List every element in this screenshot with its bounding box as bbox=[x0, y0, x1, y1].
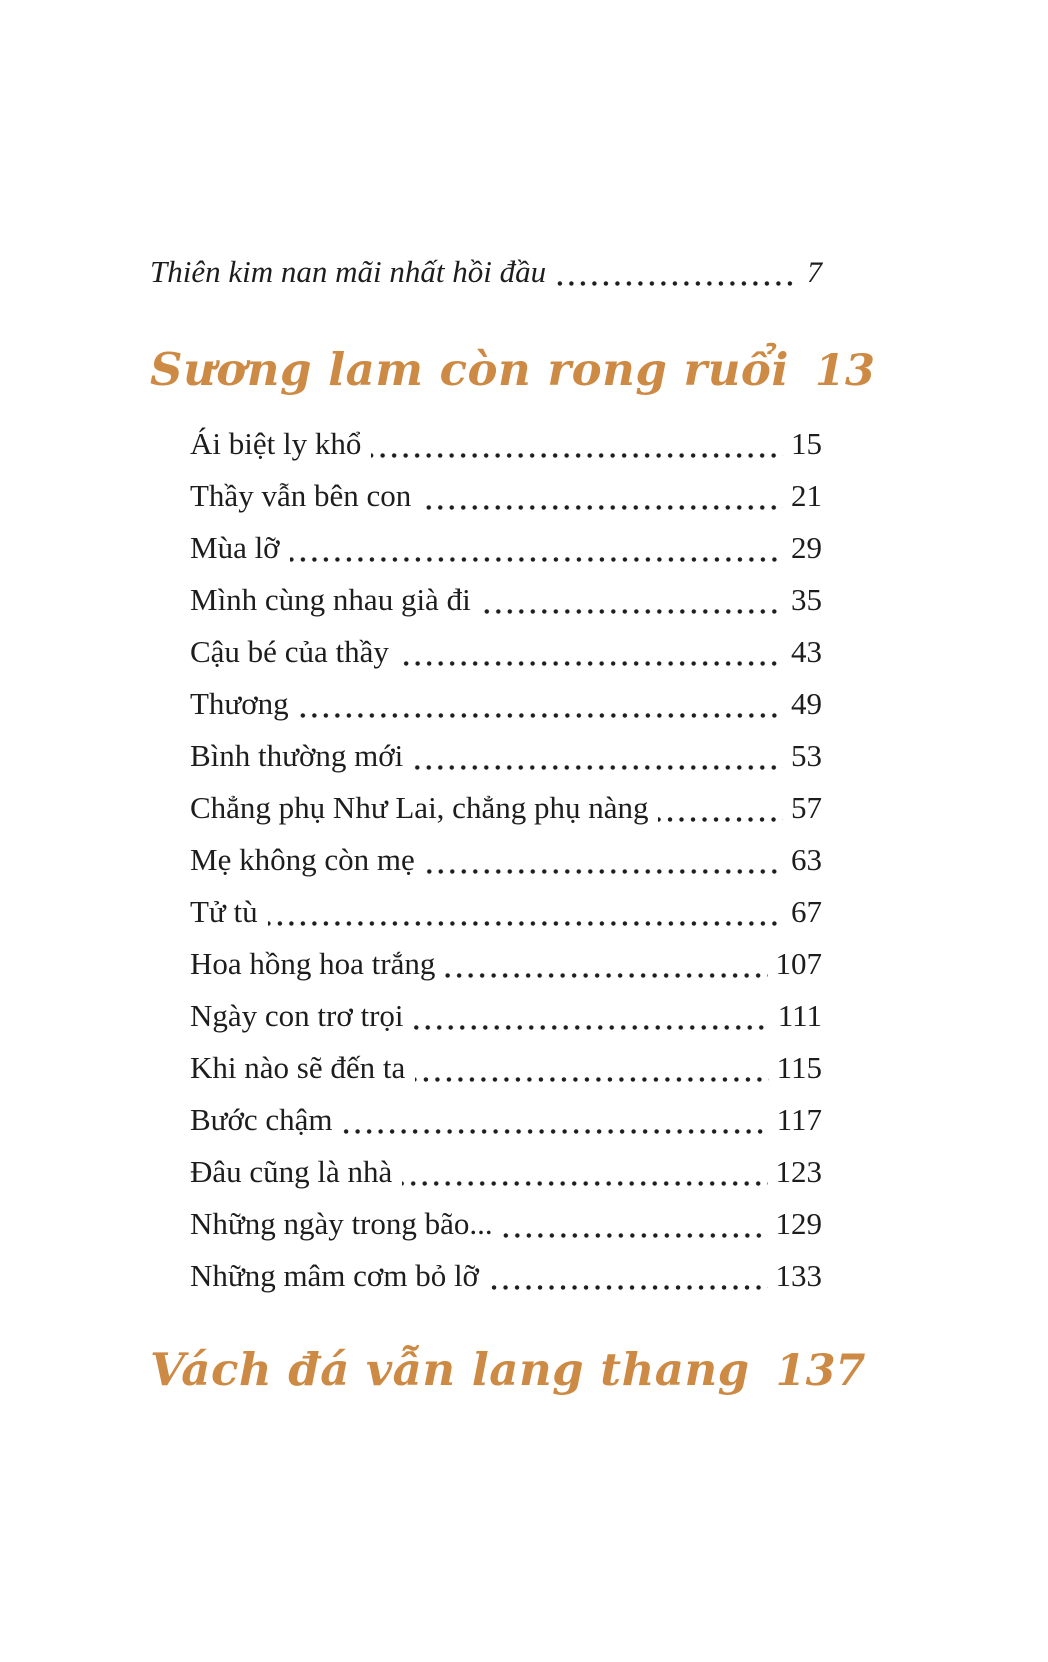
toc-entry-page: 49 bbox=[791, 686, 822, 721]
toc-entry-page: 129 bbox=[775, 1206, 822, 1241]
toc-entry bbox=[190, 782, 822, 834]
toc-entry-title: Thương bbox=[190, 686, 289, 721]
toc-entry bbox=[190, 1146, 822, 1198]
dotted-leader bbox=[415, 1077, 768, 1082]
toc-entry bbox=[190, 1250, 822, 1302]
toc-intro-entry bbox=[150, 250, 822, 294]
toc-entry-page: 117 bbox=[776, 1102, 822, 1137]
dotted-leader bbox=[489, 1285, 768, 1290]
dotted-leader bbox=[299, 713, 783, 718]
dotted-leader bbox=[343, 1129, 769, 1134]
dotted-leader bbox=[399, 661, 783, 666]
dotted-leader bbox=[290, 557, 783, 562]
toc-entry-title: Khi nào sẽ đến ta bbox=[190, 1050, 406, 1085]
toc-entry-page: 29 bbox=[791, 530, 822, 565]
dotted-leader bbox=[503, 1233, 768, 1238]
dotted-leader bbox=[402, 1181, 767, 1186]
section-heading-page: 137 bbox=[775, 1346, 866, 1396]
toc-entry-page: 35 bbox=[791, 582, 822, 617]
toc-entry-title: Chẳng phụ Như Lai, chẳng phụ nàng bbox=[190, 790, 649, 825]
toc-entry-title: Mình cùng nhau già đi bbox=[190, 582, 471, 617]
toc-entry-title: Thầy vẫn bên con bbox=[190, 478, 412, 513]
toc-entry-title: Cậu bé của thầy bbox=[190, 634, 389, 669]
section-heading-title: Vách đá vẫn lang thang bbox=[150, 1343, 750, 1396]
dotted-leader bbox=[421, 505, 783, 510]
toc-entry bbox=[190, 938, 822, 990]
toc-sections bbox=[150, 336, 875, 1404]
toc-entry-page: 63 bbox=[791, 842, 822, 877]
toc-entry-page: 115 bbox=[776, 1050, 822, 1085]
toc-entry bbox=[190, 886, 822, 938]
toc-entry-title: Những mâm cơm bỏ lỡ bbox=[190, 1258, 479, 1293]
toc-entry-page: 123 bbox=[775, 1154, 822, 1189]
toc-entry-page: 67 bbox=[791, 894, 822, 929]
section-heading bbox=[150, 336, 875, 404]
toc-entry-title: Ngày con trơ trọi bbox=[190, 998, 404, 1033]
toc-entry-page: 57 bbox=[791, 790, 822, 825]
toc-entry-title: Mẹ không còn mẹ bbox=[190, 842, 415, 877]
toc-entry-page: 15 bbox=[791, 426, 822, 461]
toc-entry-page: 107 bbox=[775, 946, 822, 981]
dotted-leader bbox=[268, 921, 783, 926]
toc-entry bbox=[190, 678, 822, 730]
toc-entry-title: Ái biệt ly khổ bbox=[190, 426, 362, 461]
section-heading-page: 13 bbox=[815, 346, 875, 396]
toc-entry-title: Những ngày trong bão... bbox=[190, 1206, 493, 1241]
toc-entry-page: 133 bbox=[775, 1258, 822, 1293]
toc-entry bbox=[190, 626, 822, 678]
toc-entry bbox=[190, 522, 822, 574]
dotted-leader bbox=[425, 869, 783, 874]
toc-entry bbox=[190, 1094, 822, 1146]
toc-entry-page: 53 bbox=[791, 738, 822, 773]
toc-entry-page: 43 bbox=[791, 634, 822, 669]
dotted-leader bbox=[658, 817, 783, 822]
toc-entry bbox=[190, 1042, 822, 1094]
toc-entry-title: Thiên kim nan mãi nhất hồi đầu bbox=[150, 254, 547, 289]
toc-entry bbox=[190, 834, 822, 886]
dotted-leader bbox=[556, 281, 799, 286]
section-heading-title: Sương lam còn rong ruổi bbox=[150, 343, 790, 396]
toc-entry bbox=[190, 1198, 822, 1250]
toc-entry-title: Hoa hồng hoa trắng bbox=[190, 946, 436, 981]
toc-entry-page: 21 bbox=[791, 478, 822, 513]
toc-entry-title: Bình thường mới bbox=[190, 738, 404, 773]
dotted-leader bbox=[481, 609, 783, 614]
chapter-list bbox=[190, 418, 822, 1302]
toc-entry-page: 7 bbox=[807, 256, 822, 289]
dotted-leader bbox=[371, 453, 783, 458]
toc-entry-title: Bước chậm bbox=[190, 1102, 333, 1137]
dotted-leader bbox=[445, 973, 767, 978]
toc-entry bbox=[190, 990, 822, 1042]
table-of-contents bbox=[150, 250, 875, 1404]
section-heading bbox=[150, 1336, 866, 1404]
toc-entry-title: Mùa lỡ bbox=[190, 530, 280, 565]
toc-entry-page: 111 bbox=[777, 998, 822, 1033]
toc-entry-title: Tử tù bbox=[190, 894, 258, 929]
toc-entry bbox=[190, 470, 822, 522]
toc-entry-title: Đâu cũng là nhà bbox=[190, 1154, 393, 1189]
toc-entry bbox=[190, 418, 822, 470]
dotted-leader bbox=[414, 1025, 770, 1030]
toc-entry bbox=[190, 574, 822, 626]
toc-entry bbox=[190, 730, 822, 782]
dotted-leader bbox=[413, 765, 783, 770]
